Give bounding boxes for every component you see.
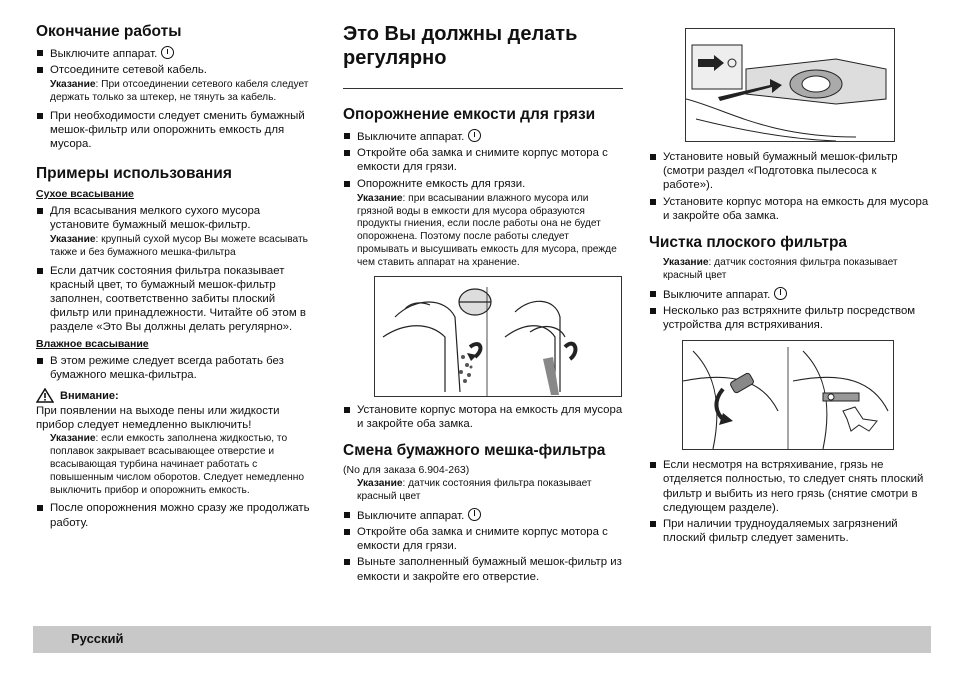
power-icon [468,508,481,521]
list-item: Откройте оба замка и снимите корпус мотора с емкости для грязи. [343,146,623,174]
column-right [649,22,929,547]
figure-empty-container [374,276,622,397]
list-item: Выньте заполненный бумажный мешок-фильтр из емкости и закройте его отверстие. [343,555,623,583]
list-item: Опорожните емкость для грязи. [343,177,623,191]
column-left [36,22,314,532]
list-item: Установите новый бумажный мешок-фильтр (смотри раздел «Подготовка пылесоса к работе»). [649,150,929,193]
heading-flat-filter: Чистка плоского фильтра [649,234,848,252]
list-item: Выключите аппарат. [343,129,623,144]
note-empty: Указание: при всасывании влажного мусора или грязной воды в емкости для мусора образуются продукты гниения, если после работы она не будет опорожнена. Поэтому после работы следует промывать и высушивать емкость для мусора, прежде чем ставить аппарат на хранение. [357,192,617,268]
warning-text: При появлении на выходе пены или жидкости прибор следует немедленно выключить! [36,405,280,432]
footer-bar [33,626,931,653]
list-item: Если датчик состояния фильтра показывает красный цвет, то бумажный мешок-фильтр заполнен, соответственно забиты плоский фильтр или принадлежности. Читайте об этом в разделе «Это Вы должны делать регулярно». [36,264,314,335]
list-item: Выключите аппарат. [649,287,929,302]
list-item: При наличии трудноудаляемых загрязнений плоский фильтр следует заменить. [649,517,929,545]
divider [343,88,623,89]
note-dry: Указание: крупный сухой мусор Вы можете всасывать также и без бумажного мешка-фильтра [50,234,308,258]
list-item: Несколько раз встряхните фильтр посредством устройства для встряхивания. [649,304,929,332]
filter-bag-illustration [686,29,894,141]
filter-shaker-illustration [683,341,893,449]
note-warning: Указание: если емкость заполнена жидкостью, то поплавок закрывает всасывающее отверстие и всасывающая турбина начинает работать с повышенным числом оборотов. Следует немедленно выключить прибор и опорожнить емкость. [50,433,305,496]
heading-examples: Примеры использования [36,164,232,182]
list-item: Установите корпус мотора на емкость для мусора и закройте оба замка. [343,403,623,431]
list-item: Если несмотря на встряхивание, грязь не отделяется полностью, то следует снять плоский фильтр и выбить из него грязь (снятие смотри в следующем разделе). [649,458,929,515]
heading-empty-container: Опорожнение емкости для грязи [343,106,596,123]
power-icon [774,287,787,300]
power-icon [161,46,174,59]
list-item: В этом режиме следует всегда работать без бумажного мешка-фильтра. [36,354,314,382]
list-item: Откройте оба замка и снимите корпус мотора с емкости для грязи. [343,525,623,553]
power-icon [468,129,481,142]
figure-shake-filter [682,340,894,450]
note-cable: Указание: При отсоединении сетевого кабеля следует держать только за штекер, не тянуть за кабель. [50,79,309,104]
note-bag: Указание: датчик состояния фильтра показывает красный цвет [357,478,592,502]
list-item: При необходимости следует сменить бумажный мешок-фильтр или опорожнить емкость для мусора. [36,109,314,152]
list-item: Для всасывания мелкого сухого мусора установите бумажный мешок-фильтр. [36,204,314,232]
list-item: После опорожнения можно сразу же продолжать работу. [36,501,314,529]
list-item: Отсоедините сетевой кабель. [36,63,314,77]
heading-replace-bag: Смена бумажного мешка-фильтра [343,442,606,459]
column-middle [343,22,623,586]
heading-finish-work: Окончание работы [36,23,182,40]
order-number: (No для заказа 6.904-263) [343,464,470,476]
list-item: Установите корпус мотора на емкость для мусора и закройте оба замка. [649,195,929,223]
subheading-wet: Влажное всасывание [36,337,149,350]
list-item: Выключите аппарат. [343,508,623,523]
figure-filter-bag [685,28,895,142]
finish-list [36,46,314,77]
note-filter: Указание: датчик состояния фильтра показывает красный цвет [663,257,898,281]
footer-language: Русский [71,631,124,646]
vacuum-illustration [375,277,621,396]
list-item: Выключите аппарат. [36,46,314,61]
warning-triangle-icon [36,388,54,403]
subheading-dry: Сухое всасывание [36,187,134,200]
warning-heading: Внимание: [36,388,314,403]
page-title: Это Вы должны делать регулярно [343,23,578,69]
